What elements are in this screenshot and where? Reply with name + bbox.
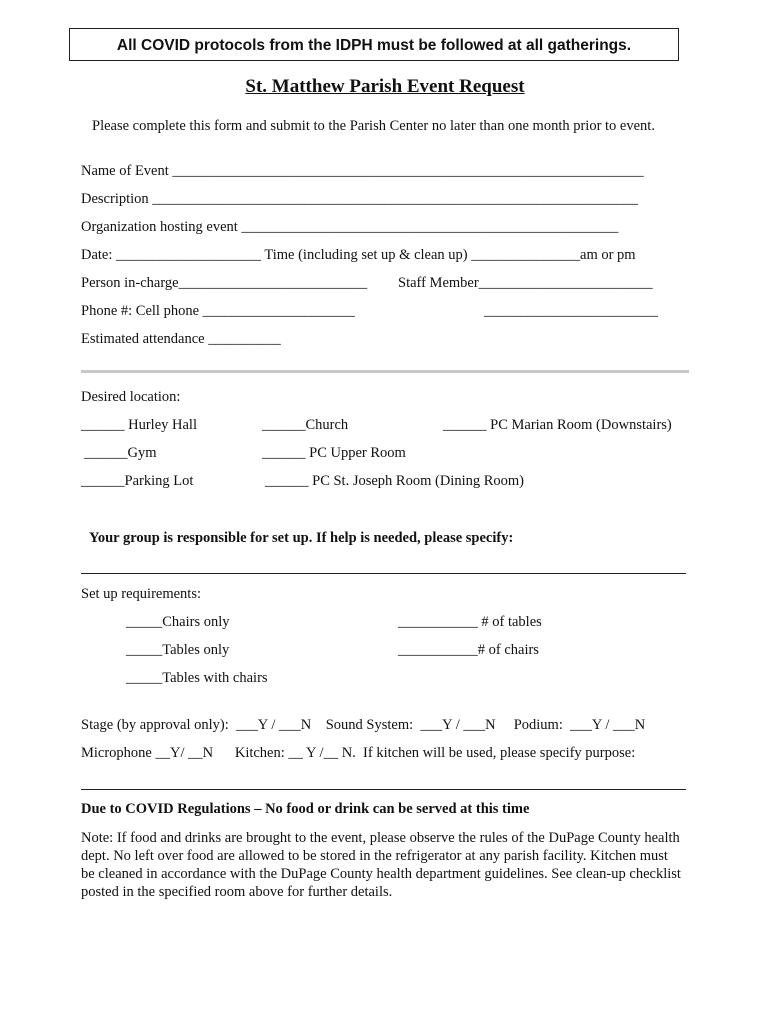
tables-with-chairs-option[interactable]: _____Tables with chairs: [126, 670, 268, 686]
location-option-marian-room[interactable]: ______ PC Marian Room (Downstairs): [443, 417, 672, 433]
setup-requirements-heading: Set up requirements:: [81, 586, 202, 602]
covid-notice-banner: All COVID protocols from the IDPH must be followed at all gatherings.: [69, 28, 679, 61]
organization-field[interactable]: Organization hosting event ____________________________________________________: [81, 219, 619, 235]
person-in-charge-field[interactable]: Person in-charge__________________________: [81, 275, 368, 291]
location-option-church[interactable]: ______Church: [262, 417, 349, 433]
alt-phone-field[interactable]: ________________________: [484, 303, 658, 319]
section-divider: [81, 370, 689, 373]
description-field[interactable]: Description ___________________________________________________________________: [81, 191, 639, 207]
location-option-gym[interactable]: ______Gym: [84, 445, 157, 461]
kitchen-purpose-line[interactable]: [81, 789, 686, 790]
covid-food-heading: Due to COVID Regulations – No food or drink can be served at this time: [81, 801, 530, 817]
page-title: St. Matthew Parish Event Request: [245, 76, 525, 97]
note-paragraph: Note: If food and drinks are brought to the event, please observe the rules of the DuPage County health dept. No left over food are allowed to be stored in the refrigerator at any parish facility. Kitchen must be cleaned in accordance with the DuPage County health department guidelines. See clean-up checklist posted in the specified room above for further details.: [81, 830, 681, 900]
name-of-event-field[interactable]: Name of Event _________________________________________________________________: [81, 163, 644, 179]
num-tables-field[interactable]: ___________ # of tables: [398, 614, 542, 630]
chairs-only-option[interactable]: _____Chairs only: [126, 614, 230, 630]
instructions-text: Please complete this form and submit to the Parish Center no later than one month prior to event.: [92, 118, 655, 134]
location-option-st-joseph-room[interactable]: ______ PC St. Joseph Room (Dining Room): [265, 473, 525, 489]
location-option-parking-lot[interactable]: ______Parking Lot: [81, 473, 194, 489]
num-chairs-field[interactable]: ___________# of chairs: [398, 642, 539, 658]
equipment-line-1[interactable]: Stage (by approval only): ___Y / ___N Sound System: ___Y / ___N Podium: ___Y / ___N: [81, 717, 646, 733]
setup-responsibility-heading: Your group is responsible for set up. If help is needed, please specify:: [89, 530, 514, 546]
setup-help-line[interactable]: [81, 573, 686, 574]
cell-phone-field[interactable]: Phone #: Cell phone _____________________: [81, 303, 355, 319]
staff-member-field[interactable]: Staff Member________________________: [398, 275, 653, 291]
attendance-field[interactable]: Estimated attendance __________: [81, 331, 281, 347]
location-option-hurley-hall[interactable]: ______ Hurley Hall: [81, 417, 197, 433]
location-heading: Desired location:: [81, 389, 181, 405]
date-time-field[interactable]: Date: ____________________ Time (including set up & clean up) _______________am or pm: [81, 247, 636, 263]
equipment-line-2[interactable]: Microphone __Y/ __N Kitchen: __ Y /__ N. If kitchen will be used, please specify purpose:: [81, 745, 636, 761]
location-option-upper-room[interactable]: ______ PC Upper Room: [262, 445, 406, 461]
tables-only-option[interactable]: _____Tables only: [126, 642, 230, 658]
